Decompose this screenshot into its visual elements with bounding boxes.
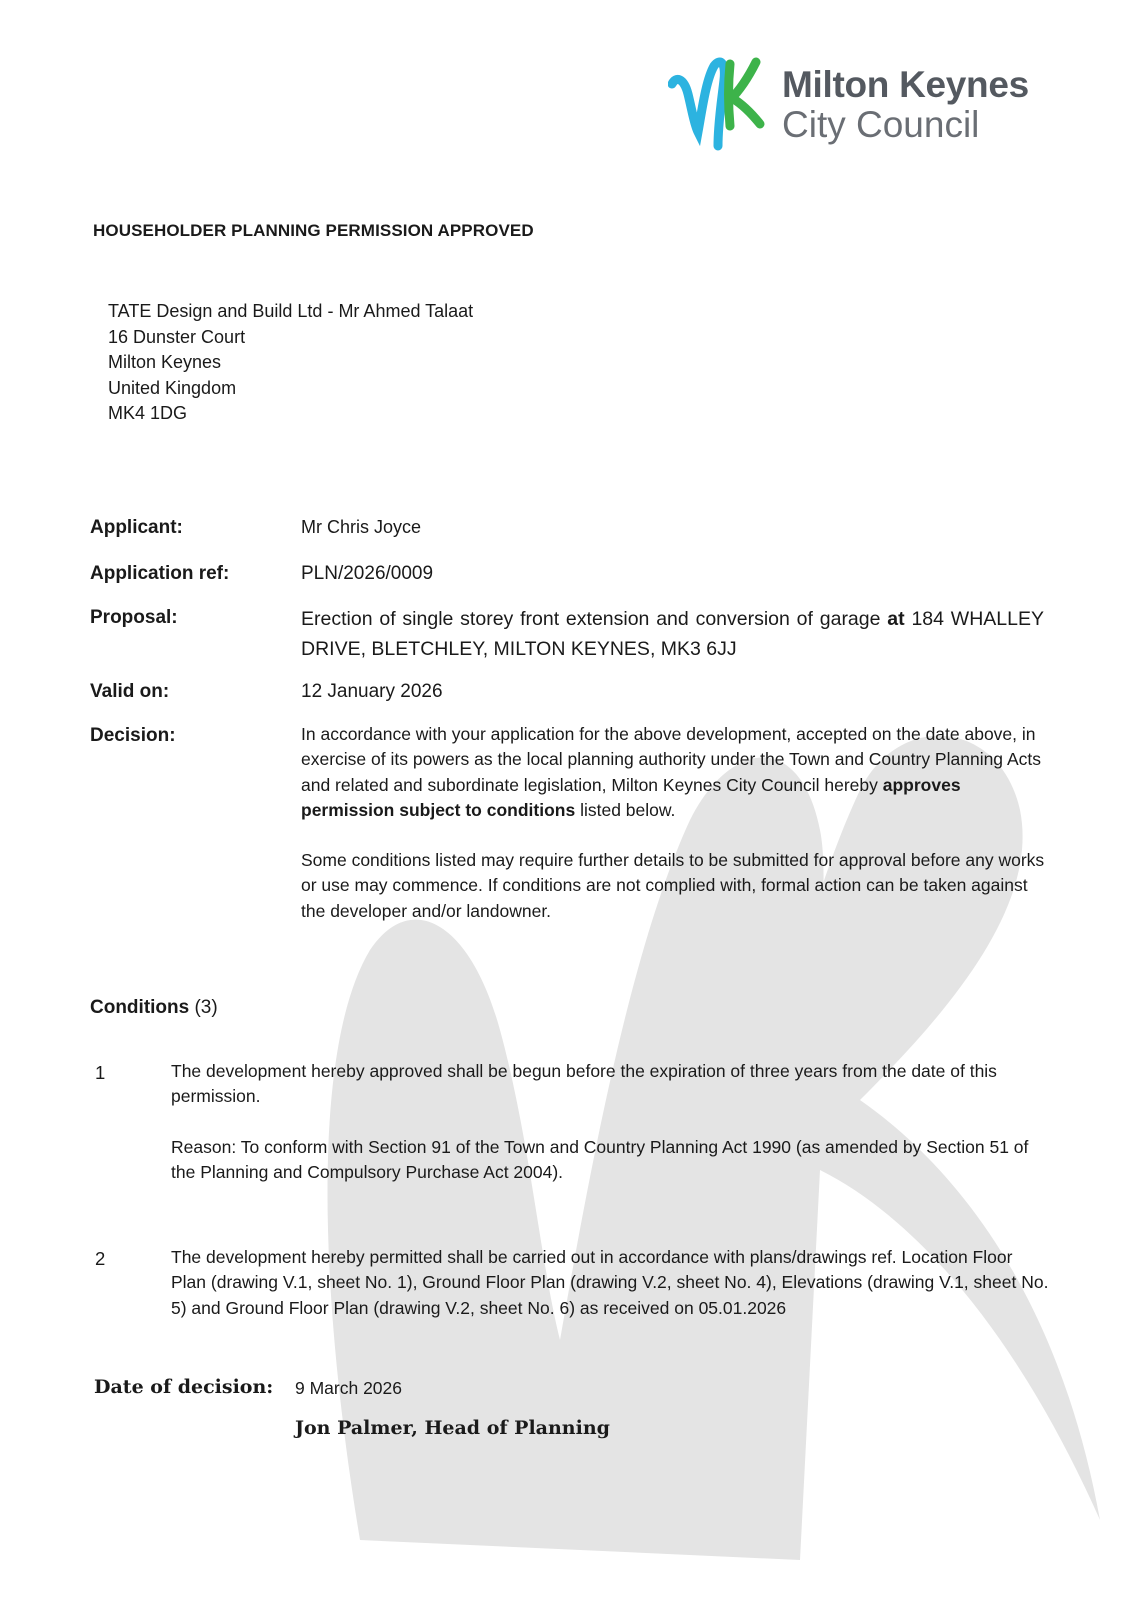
address-line: United Kingdom	[108, 377, 237, 398]
address-line: TATE Design and Build Ltd - Mr Ahmed Talaat	[108, 301, 474, 321]
decision-emphasis: approves permission subject to conditions	[301, 774, 961, 820]
decision-paragraph	[301, 722, 1051, 823]
conditions-heading	[90, 997, 218, 1019]
condition-reason: Reason: To conform with Section 91 of the Town and Country Planning Act 1990 (as amended by Section 51 of the Planning and Compulsory Purchase Act 2004).	[171, 1136, 1029, 1182]
condition-item	[171, 1059, 1051, 1210]
condition-number: 1	[95, 1062, 106, 1083]
decision-label: Decision:	[90, 725, 176, 746]
proposal-address: 184 WHALLEY DRIVE, BLETCHLEY, MILTON KEYNES, MK3 6JJ	[301, 608, 1044, 660]
conditions-count: (3)	[194, 997, 218, 1018]
valid-on-value: 12 January 2026	[301, 681, 443, 702]
decision-text	[301, 722, 1051, 949]
applicant-label: Applicant:	[90, 517, 183, 538]
document-title: HOUSEHOLDER PLANNING PERMISSION APPROVED	[93, 221, 534, 240]
date-of-decision-label: Date of decision:	[94, 1376, 274, 1398]
condition-text: The development hereby approved shall be begun before the expiration of three years from the date of this permission.	[171, 1061, 997, 1107]
council-logo	[668, 54, 1068, 164]
decision-note-paragraph: Some conditions listed may require further details to be submitted for approval before any works or use may commence. If conditions are not complied with, formal action can be taken against the developer and/or landowner.	[301, 850, 1045, 921]
applicant-value: Mr Chris Joyce	[301, 517, 422, 537]
address-line: 16 Dunster Court	[108, 326, 246, 347]
address-line: MK4 1DG	[108, 403, 188, 423]
application-ref-label: Application ref:	[90, 563, 230, 584]
condition-item	[171, 1245, 1051, 1346]
signatory: Jon Palmer, Head of Planning	[295, 1417, 610, 1439]
address-line: Milton Keynes	[108, 352, 222, 372]
decision-text-start: In accordance with your application for the above development, accepted on the date above, in exercise of its powers as the local planning authority under the Town and Country Planning Acts and related and subordinate legislation, Milton Keynes City Council hereby	[301, 724, 1041, 795]
valid-on-label: Valid on:	[90, 681, 170, 702]
proposal-at: at	[887, 608, 905, 630]
condition-text: The development hereby permitted shall be carried out in accordance with plans/drawings ref. Location Floor Plan (drawing V.1, sheet No. 1), Ground Floor Plan (drawing V.2, sheet No. 4), Elevations (drawing V.1, sheet No. 5) and Ground Floor Plan (drawing V.2, sheet No. 6) as received on 05.01.2026	[171, 1247, 1049, 1318]
agent-address-block	[108, 299, 473, 427]
conditions-heading-label: Conditions	[90, 997, 190, 1018]
logo-text-line2: City Council	[782, 104, 980, 145]
proposal-value	[301, 604, 1044, 664]
mk-logo-icon	[668, 54, 768, 154]
decision-text-end: listed below.	[580, 799, 676, 820]
proposal-text: Erection of single storey front extension and conversion of garage	[301, 608, 881, 630]
proposal-label: Proposal:	[90, 607, 178, 628]
application-ref-value: PLN/2026/0009	[301, 563, 434, 584]
date-of-decision-value: 9 March 2026	[295, 1378, 403, 1398]
logo-text-line1: Milton Keynes	[782, 64, 1029, 105]
condition-number: 2	[95, 1248, 106, 1269]
